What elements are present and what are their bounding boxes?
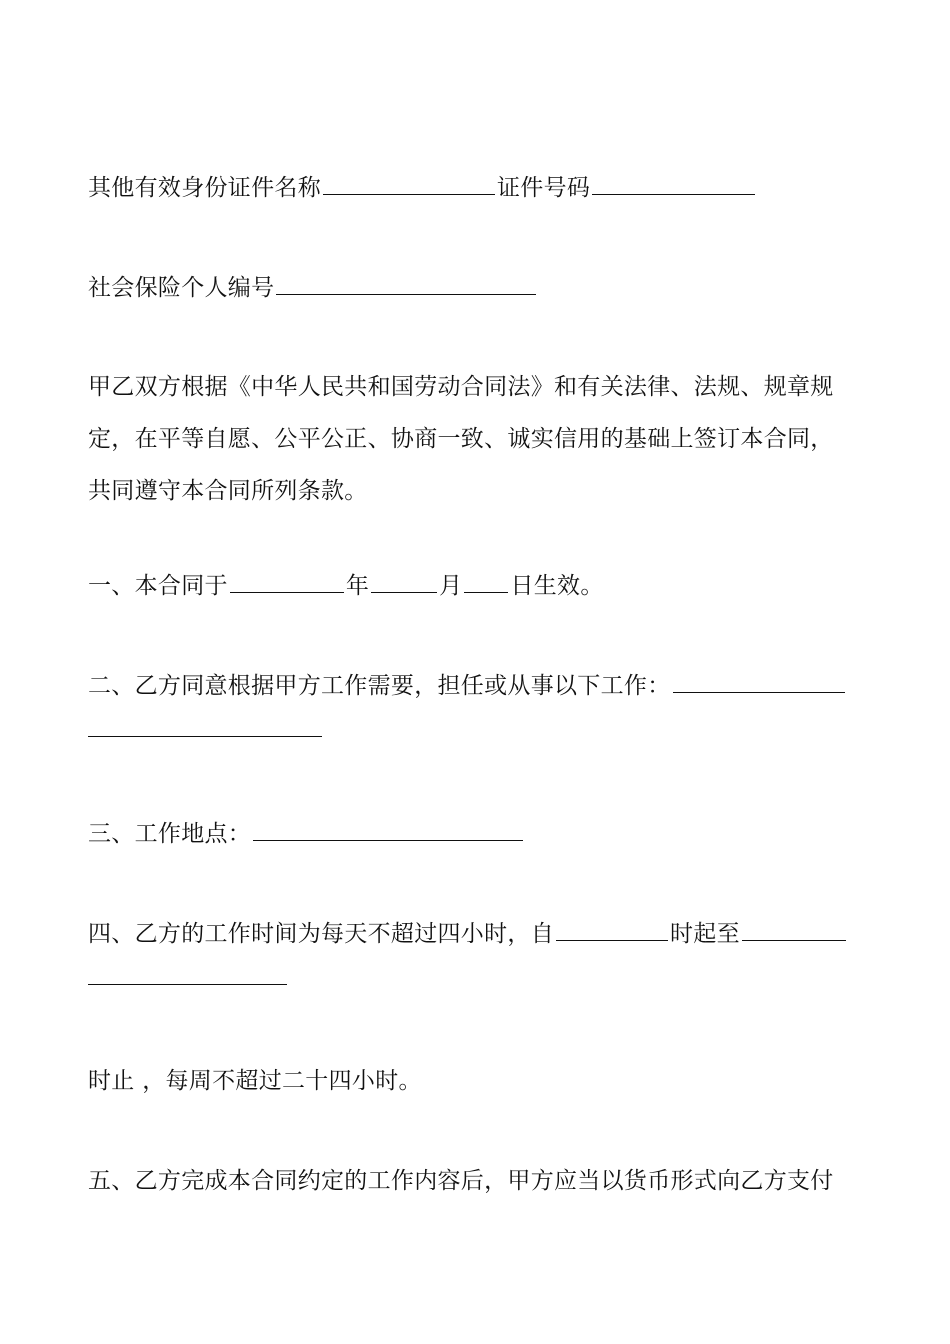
clause-1-day-label: 日生效。 [510, 573, 604, 599]
clause-3-text: 三、工作地点： [88, 821, 252, 847]
clause-1-month-blank[interactable] [371, 570, 437, 593]
id-number-label: 证件号码 [497, 175, 591, 201]
clause-4-end-blank-1[interactable] [742, 918, 846, 941]
clause-1-text: 一、本合同于 [88, 573, 228, 599]
preamble-line-2: 定，在平等自愿、公平公正、协商一致、诚实信用的基础上签订本合同， [88, 426, 834, 452]
clause-2-continuation [88, 714, 324, 745]
clause-2 [88, 670, 847, 701]
clause-4-start-blank[interactable] [556, 918, 668, 941]
id-line [88, 172, 757, 203]
social-security-blank[interactable] [276, 272, 536, 295]
clause-4-continuation [88, 962, 289, 993]
clause-4-text: 四、乙方的工作时间为每天不超过四小时，自 [88, 921, 554, 947]
id-name-blank[interactable] [323, 172, 495, 195]
clause-5: 五、乙方完成本合同约定的工作内容后，甲方应当以货币形式向乙方支付 [88, 1168, 834, 1194]
clause-1-year-label: 年 [345, 573, 370, 599]
id-name-label: 其他有效身份证件名称 [88, 175, 321, 201]
clause-3-blank[interactable] [253, 818, 523, 841]
clause-4 [88, 918, 848, 949]
clause-4-end-text: 时止 ，每周不超过二十四小时。 [88, 1068, 422, 1094]
clause-1 [88, 570, 604, 601]
clause-3 [88, 818, 525, 849]
social-security-label: 社会保险个人编号 [88, 275, 275, 301]
clause-4-until-label: 时起至 [670, 921, 740, 947]
preamble-line-3: 共同遵守本合同所列条款。 [88, 478, 368, 504]
preamble-line-1: 甲乙双方根据《中华人民共和国劳动合同法》和有关法律、法规、规章规 [88, 374, 834, 400]
social-security-line [88, 272, 538, 303]
clause-2-text: 二、乙方同意根据甲方工作需要，担任或从事以下工作： [88, 673, 671, 699]
clause-2-blank-2[interactable] [88, 714, 322, 737]
clause-4-end-blank-2[interactable] [88, 962, 287, 985]
clause-2-blank-1[interactable] [673, 670, 845, 693]
id-number-blank[interactable] [592, 172, 755, 195]
clause-1-year-blank[interactable] [230, 570, 344, 593]
clause-1-month-label: 月 [439, 573, 463, 599]
clause-1-day-blank[interactable] [464, 570, 508, 593]
